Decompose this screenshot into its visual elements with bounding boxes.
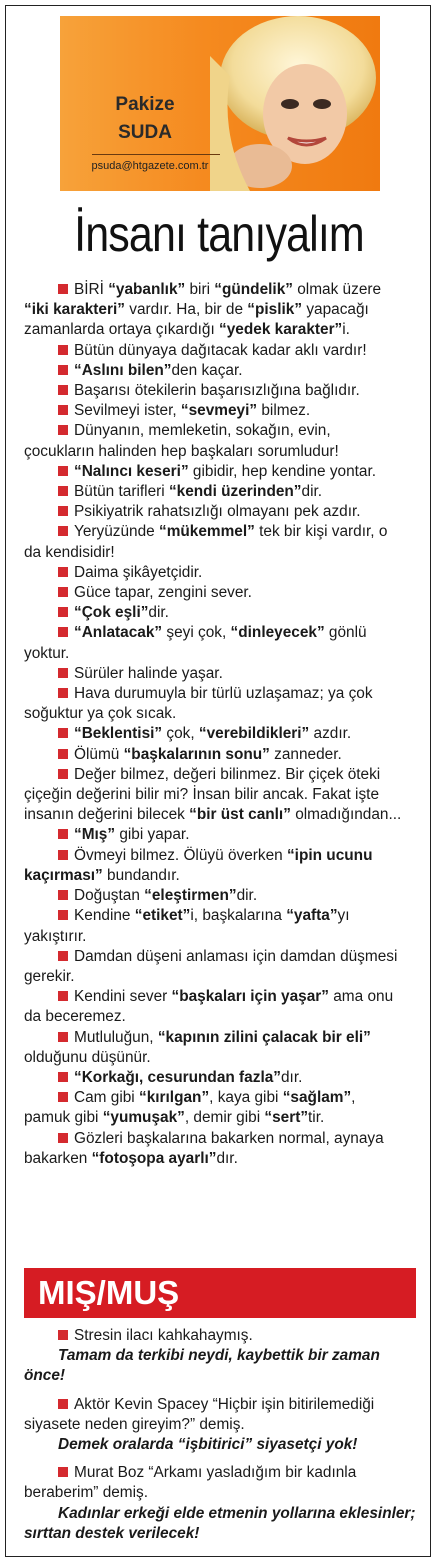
item-text: zanneder. bbox=[269, 745, 342, 763]
item-text: çok, bbox=[162, 725, 199, 743]
bullet-square-icon bbox=[58, 688, 68, 698]
item-text: vardır. Ha, bir de bbox=[124, 301, 248, 319]
author-portrait bbox=[210, 16, 380, 191]
emphasis-text: “verebildikleri” bbox=[198, 725, 310, 743]
bullet-square-icon bbox=[58, 607, 68, 617]
item-text: azdır. bbox=[309, 725, 352, 743]
item-text: i. bbox=[342, 321, 350, 339]
bullet-square-icon bbox=[58, 1399, 68, 1409]
bullet-square-icon bbox=[58, 769, 68, 779]
emphasis-text: “başkaları için yaşar” bbox=[171, 988, 329, 1006]
list-item bbox=[24, 664, 402, 684]
list-item bbox=[24, 583, 402, 603]
emphasis-text: “ipin ucunu kaçırması” bbox=[24, 846, 373, 884]
item-text: Kendini sever bbox=[74, 988, 172, 1006]
list-item bbox=[24, 1129, 402, 1169]
emphasis-text: “sert” bbox=[264, 1109, 309, 1127]
bullet-square-icon bbox=[58, 890, 68, 900]
list-item bbox=[24, 846, 402, 886]
bullet-square-icon bbox=[58, 991, 68, 1001]
emphasis-text: “Çok eşli” bbox=[74, 604, 149, 622]
mis-item-text: Aktör Kevin Spacey “Hiçbir işin bitirilemediği siyasete neden gireyim?” demiş. bbox=[24, 1395, 375, 1433]
mis-item-comment: Demek oralarda “işbitirici” siyasetçi yok! bbox=[58, 1436, 358, 1454]
item-text: Övmeyi bilmez. Ölüyü överken bbox=[74, 846, 287, 864]
item-text: Gözleri başkalarına bakarken normal, aynaya bakarken bbox=[24, 1129, 384, 1167]
bullet-square-icon bbox=[58, 405, 68, 415]
bullet-square-icon bbox=[58, 385, 68, 395]
bullet-square-icon bbox=[58, 567, 68, 577]
item-text: Hava durumuyla bir türlü uzlaşamaz; ya çok soğuktur ya çok sıcak. bbox=[24, 685, 373, 723]
bullet-square-icon bbox=[58, 506, 68, 516]
emphasis-text: “fotoşopa ayarlı” bbox=[91, 1149, 217, 1167]
item-text: Başarısı ötekilerin başarısızlığına bağlıdır. bbox=[74, 382, 360, 400]
emphasis-text: “kendi üzerinden” bbox=[168, 483, 302, 501]
mis-item-comment: Tamam da terkibi neydi, kaybettik bir zaman önce! bbox=[24, 1347, 380, 1385]
bullet-square-icon bbox=[58, 1032, 68, 1042]
item-text: olmak üzere bbox=[292, 281, 382, 298]
emphasis-text: “iki karakteri” bbox=[24, 301, 125, 319]
list-item bbox=[24, 724, 402, 744]
list-item bbox=[24, 906, 402, 946]
item-text: tek bir kişi vardır, o da kendisidir! bbox=[24, 523, 388, 561]
item-text: dır. bbox=[280, 1068, 303, 1086]
author-last-name: SUDA bbox=[118, 122, 172, 143]
author-header bbox=[60, 16, 380, 191]
item-text: Daima şikâyetçidir. bbox=[74, 563, 203, 581]
item-text: Cam gibi bbox=[74, 1089, 140, 1107]
list-item bbox=[24, 280, 402, 341]
list-item bbox=[24, 421, 402, 461]
list-item bbox=[24, 1068, 402, 1088]
item-text: olduğunu düşünür. bbox=[24, 1048, 151, 1066]
item-text: Damdan düşeni anlaması için damdan düşmesi gerekir. bbox=[24, 947, 398, 985]
bullet-square-icon bbox=[58, 627, 68, 637]
list-item bbox=[24, 1028, 402, 1068]
emphasis-text: “eleştirmen” bbox=[144, 887, 237, 905]
list-item bbox=[24, 341, 402, 361]
bullet-square-icon bbox=[58, 951, 68, 961]
list-item bbox=[24, 401, 402, 421]
divider bbox=[92, 154, 220, 155]
item-text: den kaçar. bbox=[171, 361, 243, 379]
emphasis-text: “Beklentisi” bbox=[74, 725, 163, 743]
emphasis-text: “kapının zilini çalacak bir eli” bbox=[157, 1028, 371, 1046]
bullet-square-icon bbox=[58, 850, 68, 860]
emphasis-text: “yafta” bbox=[286, 907, 338, 925]
emphasis-text: “Aslını bilen” bbox=[74, 361, 172, 379]
item-text: dir. bbox=[301, 483, 323, 501]
item-text: gönlü yoktur. bbox=[24, 624, 367, 662]
bullet-square-icon bbox=[58, 1467, 68, 1477]
emphasis-text: “yedek karakter” bbox=[219, 321, 343, 339]
list-item bbox=[24, 765, 402, 826]
bullet-square-icon bbox=[58, 829, 68, 839]
item-text: ama onu da beceremez. bbox=[24, 988, 394, 1026]
item-text: dır. bbox=[216, 1149, 238, 1167]
item-text: dir. bbox=[148, 604, 169, 622]
list-item bbox=[24, 381, 402, 401]
item-text: , kaya gibi bbox=[209, 1089, 283, 1107]
list-item bbox=[24, 482, 402, 502]
list-item bbox=[24, 361, 402, 381]
item-text: Ölümü bbox=[74, 745, 124, 763]
bullet-square-icon bbox=[58, 526, 68, 536]
bullet-square-icon bbox=[58, 284, 68, 294]
bullet-square-icon bbox=[58, 1092, 68, 1102]
item-text: i, başkalarına bbox=[190, 907, 287, 925]
emphasis-text: “yumuşak” bbox=[102, 1109, 185, 1127]
item-text: Dünyanın, memleketin, sokağın, evin, çocukların halinden hep başkaları sorumludur! bbox=[24, 422, 339, 460]
bullet-square-icon bbox=[58, 728, 68, 738]
bullet-square-icon bbox=[58, 466, 68, 476]
list-item bbox=[24, 462, 402, 482]
bullet-square-icon bbox=[58, 486, 68, 496]
article-title: İnsanı tanıyalım bbox=[74, 206, 364, 262]
spacer bbox=[24, 1387, 416, 1395]
list-item bbox=[24, 987, 402, 1027]
item-text: Sürüler halinde yaşar. bbox=[74, 664, 223, 682]
spacer bbox=[24, 1455, 416, 1463]
list-item bbox=[24, 1088, 402, 1128]
mis-item-comment: Kadınlar erkeği elde etmenin yollarına eklesinler; sırttan destek verilecek! bbox=[24, 1504, 416, 1542]
list-item bbox=[24, 947, 402, 987]
emphasis-text: “etiket” bbox=[134, 907, 191, 925]
item-text: , pamuk gibi bbox=[24, 1089, 356, 1127]
emphasis-text: “mükemmel” bbox=[159, 523, 255, 541]
item-text: Kendine bbox=[74, 907, 135, 925]
emphasis-text: “gündelik” bbox=[214, 281, 293, 298]
mis-mus-section bbox=[24, 1326, 416, 1544]
bullet-square-icon bbox=[58, 910, 68, 920]
bullet-square-icon bbox=[58, 365, 68, 375]
item-text: olmadığından... bbox=[290, 806, 402, 824]
item-text: biri bbox=[185, 281, 215, 298]
bullet-square-icon bbox=[58, 587, 68, 597]
item-text: dir. bbox=[236, 887, 258, 905]
item-text: bundandır. bbox=[102, 866, 180, 884]
emphasis-text: “yabanlık” bbox=[108, 281, 186, 298]
bullet-square-icon bbox=[58, 1072, 68, 1082]
mis-item bbox=[24, 1326, 416, 1346]
item-text: yı yakıştırır. bbox=[24, 907, 350, 945]
item-text: Sevilmeyi ister, bbox=[74, 402, 181, 420]
list-item bbox=[24, 522, 402, 562]
author-email[interactable]: psuda@htgazete.com.tr bbox=[91, 160, 209, 172]
emphasis-text: “pislik” bbox=[247, 301, 303, 319]
emphasis-text: “sevmeyi” bbox=[180, 402, 258, 420]
item-text: BİRİ bbox=[74, 281, 109, 298]
list-item bbox=[24, 745, 402, 765]
bullet-square-icon bbox=[58, 749, 68, 759]
list-item bbox=[24, 603, 402, 623]
item-text: gibidir, hep kendine yontar. bbox=[188, 462, 377, 480]
emphasis-text: “bir üst canlı” bbox=[189, 806, 291, 824]
item-text: Doğuştan bbox=[74, 887, 145, 905]
list-item bbox=[24, 886, 402, 906]
bullet-square-icon bbox=[58, 668, 68, 678]
bullet-square-icon bbox=[58, 1330, 68, 1340]
emphasis-text: “dinleyecek” bbox=[230, 624, 325, 642]
emphasis-text: “Anlatacak” bbox=[74, 624, 163, 642]
section-banner bbox=[24, 1268, 416, 1318]
item-text: Değer bilmez, değeri bilinmez. Bir çiçek öteki çiçeğin değerini bilir mi? İnsan bilir ancak. Fakat işte insanın değerini bilecek bbox=[24, 765, 381, 824]
mis-item-text: Murat Boz “Arkamı yasladığım bir kadınla beraberim” demiş. bbox=[24, 1464, 357, 1502]
item-text: Güce tapar, zengini sever. bbox=[74, 584, 252, 602]
item-text: Bütün tarifleri bbox=[74, 483, 169, 501]
list-item bbox=[24, 684, 402, 724]
item-text: tir. bbox=[308, 1109, 325, 1127]
item-text: bilmez. bbox=[257, 402, 311, 420]
item-text: Yeryüzünde bbox=[74, 523, 160, 541]
item-text: şeyi çok, bbox=[162, 624, 231, 642]
mis-item-text: Stresin ilacı kahkahaymış. bbox=[74, 1327, 253, 1344]
emphasis-text: “kırılgan” bbox=[139, 1089, 210, 1107]
item-text: Bütün dünyaya dağıtacak kadar aklı vardır! bbox=[74, 341, 367, 359]
mis-item bbox=[24, 1395, 416, 1435]
item-text: yapacağı zamanlarda ortaya çıkardığı bbox=[24, 301, 369, 339]
item-text: gibi yapar. bbox=[115, 826, 190, 844]
article-body bbox=[24, 280, 402, 1169]
bullet-square-icon bbox=[58, 1133, 68, 1143]
list-item bbox=[24, 502, 402, 522]
item-text: Mutluluğun, bbox=[74, 1028, 158, 1046]
emphasis-text: “Nalıncı keseri” bbox=[74, 462, 189, 480]
list-item bbox=[24, 825, 402, 845]
list-item bbox=[24, 563, 402, 583]
author-first-name: Pakize bbox=[115, 94, 175, 115]
section-title: MIŞ/MUŞ bbox=[38, 1274, 180, 1311]
emphasis-text: “Korkağı, cesurundan fazla” bbox=[74, 1068, 281, 1086]
bullet-square-icon bbox=[58, 425, 68, 435]
item-text: Psikiyatrik rahatsızlığı olmayanı pek azdır. bbox=[74, 503, 361, 521]
list-item bbox=[24, 623, 402, 663]
emphasis-text: “başkalarının sonu” bbox=[123, 745, 270, 763]
emphasis-text: “sağlam” bbox=[282, 1089, 352, 1107]
mis-item bbox=[24, 1463, 416, 1503]
bullet-square-icon bbox=[58, 345, 68, 355]
emphasis-text: “Mış” bbox=[74, 826, 116, 844]
item-text: , demir gibi bbox=[184, 1109, 265, 1127]
